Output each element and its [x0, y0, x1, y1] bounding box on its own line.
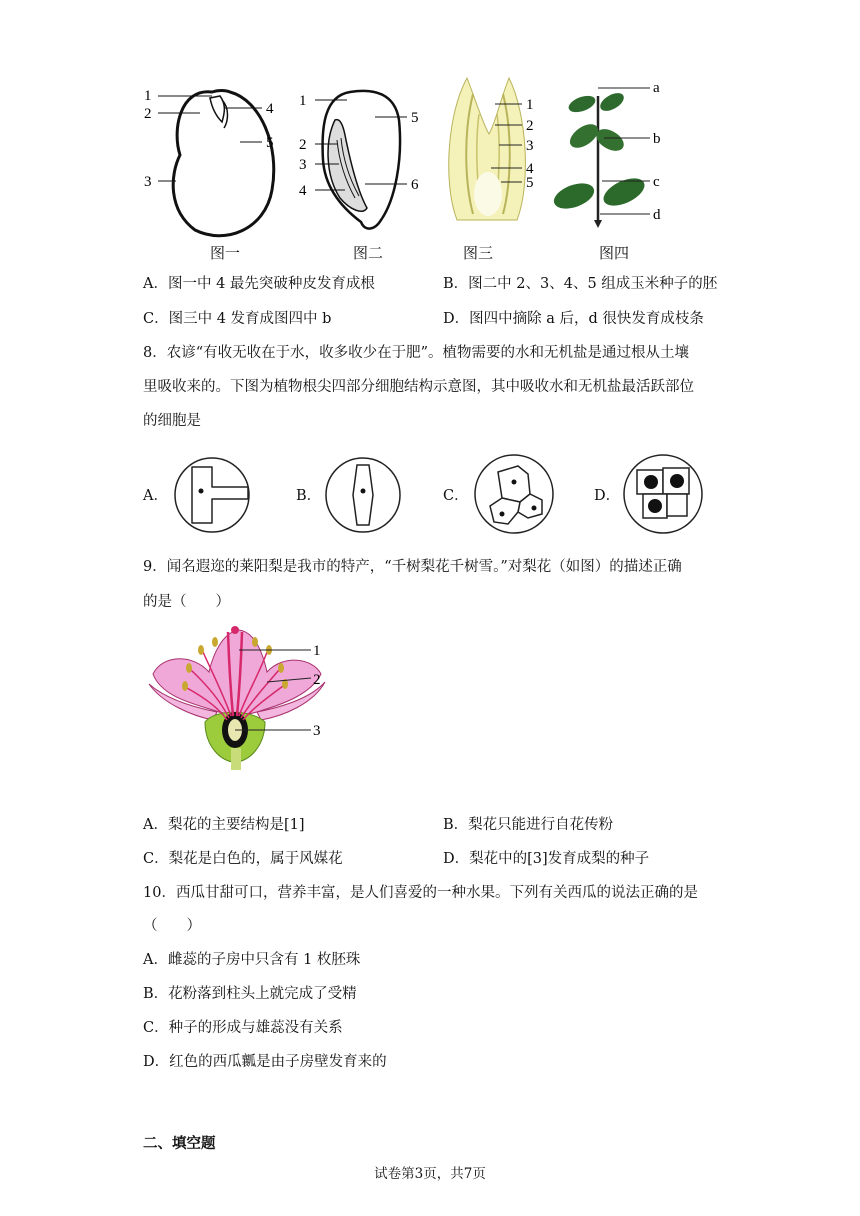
figure-1-caption: 图一: [209, 244, 240, 262]
section-title-fill-in-blank: 二、填空题: [143, 1135, 216, 1152]
q9-figure-label-2: 2: [313, 672, 321, 688]
figure-2-corn-seed: [295, 80, 430, 240]
q8-cell-a-root-hair: [172, 455, 252, 535]
q7-option-c: C．图三中 4 发育成图四中 b: [143, 311, 332, 327]
q10-option-a: A．雌蕊的子房中只含有 1 枚胚珠: [143, 952, 361, 968]
figure-4-caption: 图四: [598, 244, 629, 262]
q10-option-d: D．红色的西瓜瓤是由子房壁发育来的: [143, 1054, 387, 1070]
q9-pear-flower-figure: [143, 624, 343, 774]
figure-3-caption: 图三: [462, 244, 493, 262]
q8-stem-line-3: 的细胞是: [143, 413, 201, 429]
fig1-label-2: 2: [144, 106, 152, 122]
fig2-label-6: 6: [411, 177, 419, 193]
fig3-label-2: 2: [526, 118, 534, 134]
q7-option-a: A．图一中 4 最先突破种皮发育成根: [143, 276, 375, 292]
q8-cell-b-elongation: [323, 455, 403, 535]
fig2-label-4: 4: [299, 183, 307, 199]
fig3-label-3: 3: [526, 138, 534, 154]
figure-2-caption: 图二: [352, 244, 383, 262]
q9-option-b: B．梨花只能进行自花传粉: [443, 817, 614, 833]
q10-stem-line-2: （ ）: [143, 918, 201, 934]
q10-stem-line-1: 10．西瓜甘甜可口，营养丰富，是人们喜爱的一种水果。下列有关西瓜的说法正确的是: [143, 885, 698, 901]
q9-option-a: A．梨花的主要结构是[1]: [143, 817, 305, 833]
fig4-label-c: c: [653, 174, 660, 190]
q9-stem-line-2: 的是（ ）: [143, 594, 230, 610]
fig1-label-3: 3: [144, 174, 152, 190]
fig4-label-d: d: [653, 207, 661, 223]
page-footer: 试卷第3页，共7页: [374, 1166, 486, 1182]
fig4-label-a: a: [653, 80, 660, 96]
q9-option-c: C．梨花是白色的，属于风媒花: [143, 851, 343, 867]
q8-option-b-label: B．: [296, 488, 322, 504]
fig2-label-3: 3: [299, 157, 307, 173]
q8-option-c-label: C．: [443, 488, 469, 504]
q9-stem-line-1: 9．闻名遐迩的莱阳梨是我市的特产，“千树梨花千树雪。”对梨花（如图）的描述正确: [143, 559, 682, 575]
q9-option-d: D．梨花中的[3]发育成梨的种子: [443, 851, 650, 867]
fig3-label-1: 1: [526, 97, 534, 113]
fig3-label-5: 5: [526, 175, 534, 191]
fig1-label-4: 4: [266, 101, 274, 117]
q9-figure-label-3: 3: [313, 723, 321, 739]
q8-option-d-label: D．: [594, 488, 621, 504]
q10-option-c: C．种子的形成与雄蕊没有关系: [143, 1020, 343, 1036]
fig2-label-5: 5: [411, 110, 419, 126]
q8-stem-line-2: 里吸收来的。下图为植物根尖四部分细胞结构示意图，其中吸收水和无机盐最活跃部位: [143, 379, 694, 395]
fig1-label-5: 5: [266, 135, 274, 151]
q8-cell-c-root-cap: [472, 452, 556, 536]
q7-option-d: D．图四中摘除 a 后，d 很快发育成枝条: [443, 311, 704, 327]
q8-option-a-label: A．: [143, 488, 168, 504]
figure-4-branch: [552, 78, 672, 232]
fig2-label-1: 1: [299, 93, 307, 109]
q7-option-b: B．图二中 2、3、4、5 组成玉米种子的胚: [443, 276, 718, 292]
q9-figure-label-1: 1: [313, 643, 321, 659]
figure-3-bud-section: [437, 74, 542, 230]
figure-1-bean-seed: [140, 80, 290, 240]
fig2-label-2: 2: [299, 137, 307, 153]
fig3-label-4: 4: [526, 161, 534, 177]
q8-cell-d-meristem: [621, 452, 705, 536]
q8-stem-line-1: 8．农谚“有收无收在于水，收多收少在于肥”。植物需要的水和无机盐是通过根从土壤: [143, 345, 690, 361]
q10-option-b: B．花粉落到柱头上就完成了受精: [143, 986, 357, 1002]
fig1-label-1: 1: [144, 88, 152, 104]
fig4-label-b: b: [653, 131, 661, 147]
